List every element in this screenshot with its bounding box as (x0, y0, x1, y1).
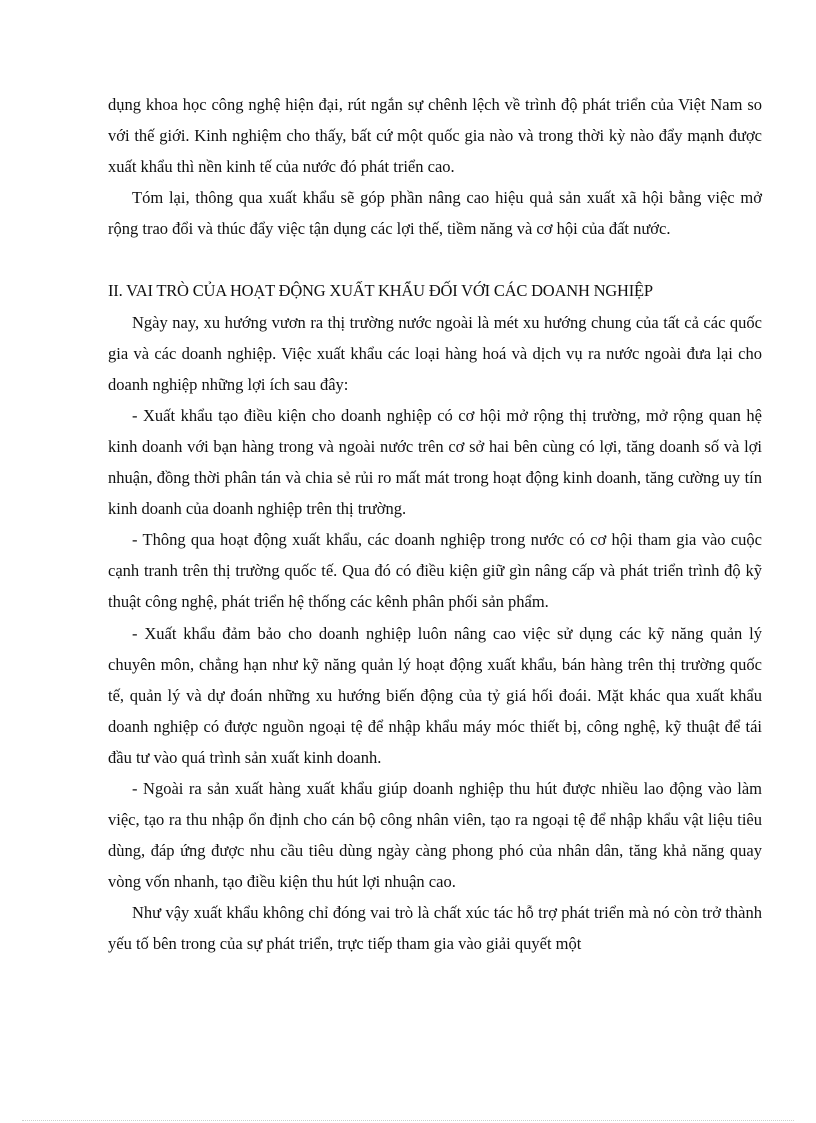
paragraph-intro: Ngày nay, xu hướng vươn ra thị trường nước ngoài là mét xu hướng chung của tất cả các quốc gia và các doanh nghiệp. Việc xuất khẩu các loại hàng hoá và dịch vụ ra nước ngoài đưa lại cho doanh nghiệp những lợi ích sau đây: (108, 312, 762, 394)
paragraph-gap (108, 244, 762, 275)
paragraph-continuation: dụng khoa học công nghệ hiện đại, rút ngắn sự chênh lệch về trình độ phát triển của Việt Nam so với thế giới. Kinh nghiệm cho thấy, bất cứ một quốc gia nào và trong thời kỳ nào đẩy mạnh được xuất khẩu thì nền kinh tế của nước đó phát triển cao. (108, 95, 762, 177)
paragraph-conclusion: Như vậy xuất khẩu không chỉ đóng vai trò là chất xúc tác hỗ trợ phát triển mà nó còn trở thành yếu tố bên trong của sự phát triển, trực tiếp tham gia vào giải quyết một (108, 903, 762, 954)
paragraph-benefit-employment: - Ngoài ra sản xuất hàng xuất khẩu giúp doanh nghiệp thu hút được nhiều lao động vào làm việc, tạo ra thu nhập ổn định cho cán bộ công nhân viên, tạo ra ngoại tệ để nhập khẩu vật liệu tiêu dùng, đáp ứng được nhu cầu tiêu dùng ngày càng phong phó của nhân dân, tăng khả năng quay vòng vốn nhanh, tạo điều kiện thu hút lợi nhuận cao. (108, 778, 762, 892)
section-heading: II. VAI TRÒ CỦA HOẠT ĐỘNG XUẤT KHẨU ĐỐI VỚI CÁC DOANH NGHIỆP (108, 281, 653, 301)
document-page (108, 89, 762, 960)
paragraph-benefit-skills: - Xuất khẩu đảm bảo cho doanh nghiệp luôn nâng cao việc sử dụng các kỹ năng quản lý chuyên môn, chẳng hạn như kỹ năng quản lý hoạt động xuất khẩu, bán hàng trên thị trường quốc tế, quản lý và dự đoán những xu hướng biến động của tỷ giá hối đoái. Mặt khác qua xuất khẩu doanh nghiệp có được nguồn ngoại tệ để nhập khẩu máy móc thiết bị, công nghệ, kỹ thuật để tái đầu tư vào quá trình sản xuất kinh doanh. (108, 623, 762, 767)
paragraph-benefit-market: - Xuất khẩu tạo điều kiện cho doanh nghiệp có cơ hội mở rộng thị trường, mở rộng quan hệ kinh doanh với bạn hàng trong và ngoài nước trên cơ sở hai bên cùng có lợi, tăng doanh số và lợi nhuận, đồng thời phân tán và chia sẻ rủi ro mất mát trong hoạt động kinh doanh, tăng cường uy tín kinh doanh của doanh nghiệp trên thị trường. (108, 405, 762, 519)
paragraph-benefit-competition: - Thông qua hoạt động xuất khẩu, các doanh nghiệp trong nước có cơ hội tham gia vào cuộc cạnh tranh trên thị trường quốc tế. Qua đó có điều kiện giữ gìn nâng cấp và phát triển trình độ kỹ thuật công nghệ, phát triển hệ thống các kênh phân phối sản phẩm. (108, 530, 762, 612)
page-bottom-rule (22, 1120, 794, 1121)
paragraph-summary: Tóm lại, thông qua xuất khẩu sẽ góp phần nâng cao hiệu quả sản xuất xã hội bằng việc mở rộng trao đổi và thúc đẩy việc tận dụng các lợi thế, tiềm năng và cơ hội của đất nước. (108, 188, 762, 239)
